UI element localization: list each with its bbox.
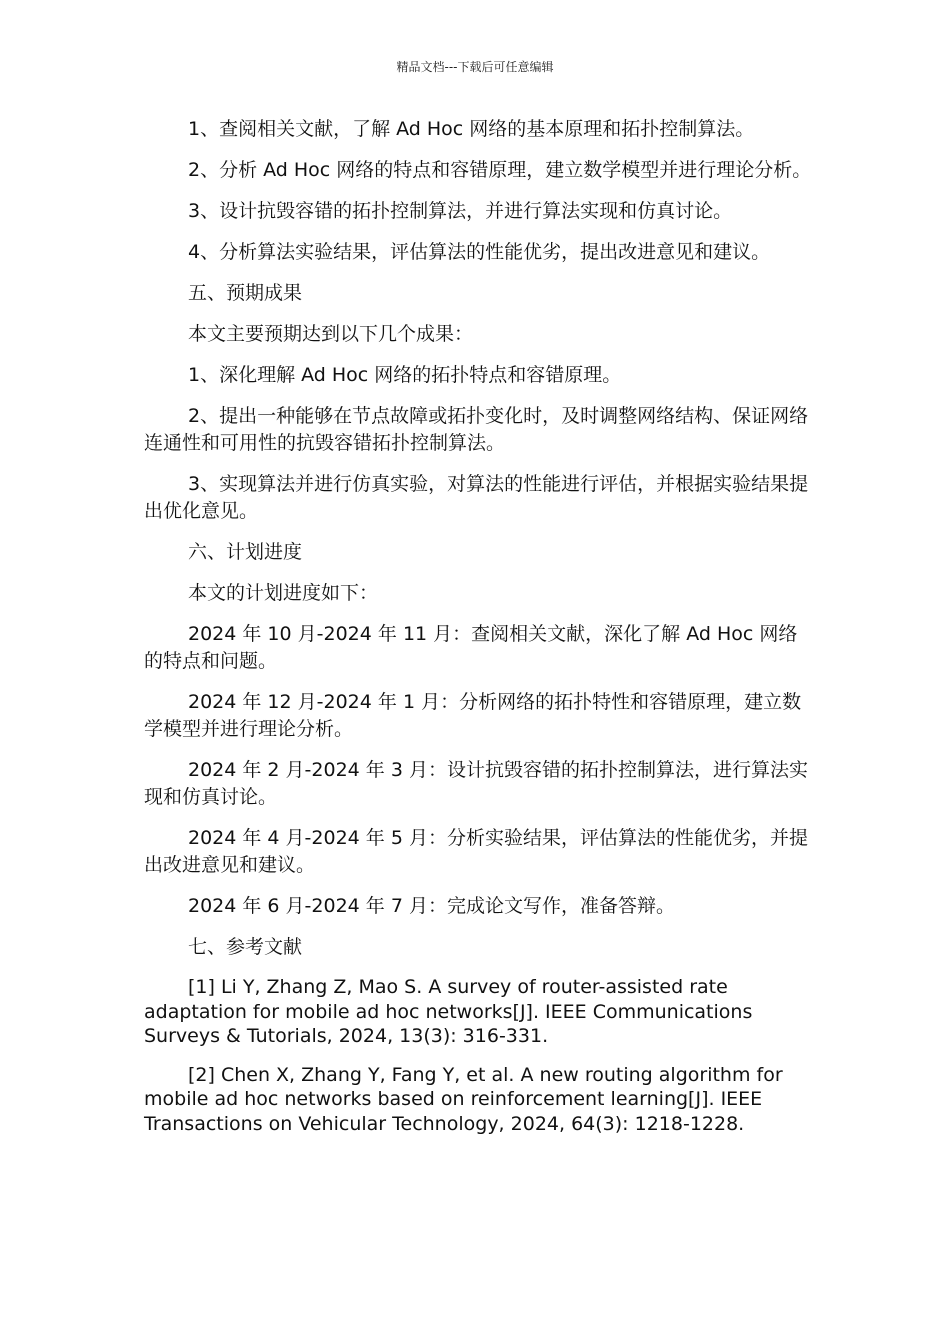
research-step-3: 3、设计抗毁容错的拓扑控制算法，并进行算法实现和仿真讨论。 <box>188 200 733 222</box>
expected-result-1: 1、深化理解 Ad Hoc 网络的拓扑特点和容错原理。 <box>188 364 622 386</box>
section-heading-references: 七、参考文献 <box>188 936 303 958</box>
document-body <box>144 116 816 1150</box>
schedule-intro: 本文的计划进度如下： <box>188 582 379 604</box>
section-heading-expected-results: 五、预期成果 <box>188 282 303 304</box>
schedule-item-3: 2024 年 2 月-2024 年 3 月：设计抗毁容错的拓扑控制算法，进行算法实现和仿真讨论。 <box>144 759 808 808</box>
research-step-2: 2、分析 Ad Hoc 网络的特点和容错原理，建立数学模型并进行理论分析。 <box>188 159 812 181</box>
schedule-item-2: 2024 年 12 月-2024 年 1 月：分析网络的拓扑特性和容错原理，建立数学模型并进行理论分析。 <box>144 691 802 740</box>
research-step-1: 1、查阅相关文献，了解 Ad Hoc 网络的基本原理和拓扑控制算法。 <box>188 118 755 140</box>
section-heading-schedule: 六、计划进度 <box>188 541 303 563</box>
expected-results-intro: 本文主要预期达到以下几个成果： <box>188 323 474 345</box>
research-step-4: 4、分析算法实验结果，评估算法的性能优劣，提出改进意见和建议。 <box>188 241 771 263</box>
reference-1: [1] Li Y, Zhang Z, Mao S. A survey of router-assisted rate adaptation for mobile ad hoc networks[J]. IEEE Communications Surveys & Tutorials, 2024, 13(3): 316-331. <box>144 976 753 1047</box>
schedule-item-1: 2024 年 10 月-2024 年 11 月：查阅相关文献，深化了解 Ad Hoc 网络的特点和问题。 <box>144 623 798 672</box>
expected-result-2: 2、提出一种能够在节点故障或拓扑变化时，及时调整网络结构、保证网络连通性和可用性的抗毁容错拓扑控制算法。 <box>144 405 809 454</box>
page-header: 精品文档---下载后可任意编辑 <box>396 60 554 74</box>
schedule-item-4: 2024 年 4 月-2024 年 5 月：分析实验结果，评估算法的性能优劣，并提出改进意见和建议。 <box>144 827 808 876</box>
schedule-item-5: 2024 年 6 月-2024 年 7 月：完成论文写作，准备答辩。 <box>188 895 675 917</box>
reference-2: [2] Chen X, Zhang Y, Fang Y, et al. A new routing algorithm for mobile ad hoc networks based on reinforcement learning[J]. IEEE Transactions on Vehicular Technology, 2024, 64(3): 1218-1228. <box>144 1063 783 1135</box>
expected-result-3: 3、实现算法并进行仿真实验，对算法的性能进行评估，并根据实验结果提出优化意见。 <box>144 473 809 522</box>
